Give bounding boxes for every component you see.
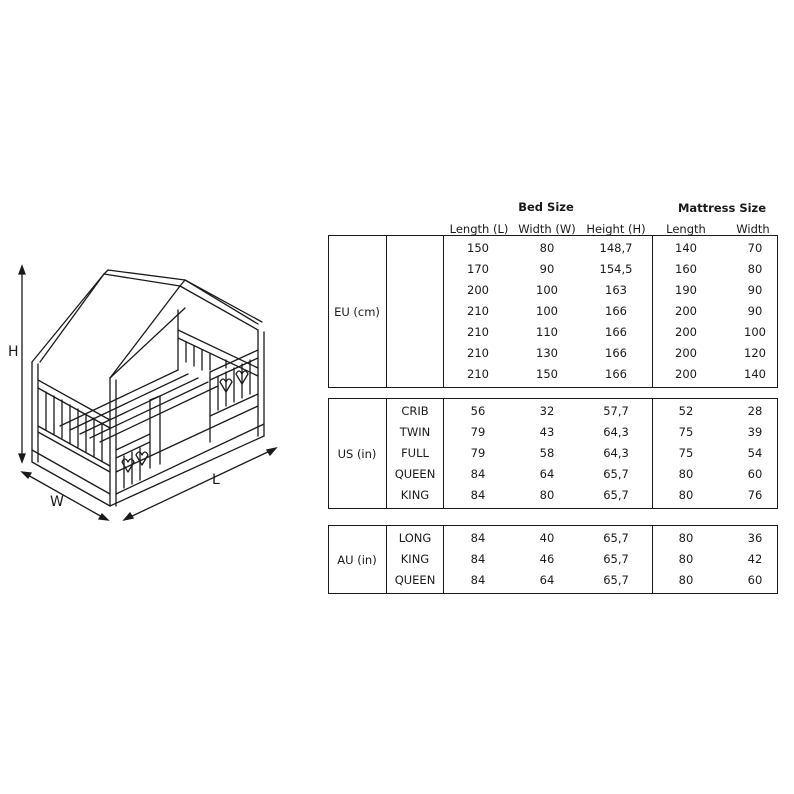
table-cell: 80	[678, 488, 694, 502]
bed-size-header: Bed Size	[518, 200, 574, 214]
table-cell: 154,5	[599, 262, 633, 276]
table-cell: 166	[605, 304, 627, 318]
table-row	[328, 238, 778, 259]
table-cell: 90	[539, 262, 555, 276]
table-cell: 200	[675, 367, 697, 381]
table-cell: 80	[539, 241, 555, 255]
table-cell: 58	[539, 446, 555, 460]
size-name: KING	[400, 488, 430, 502]
table-section	[328, 235, 780, 388]
table-cell: 80	[678, 531, 694, 545]
table-cell: 90	[747, 283, 763, 297]
table-cell: 52	[678, 404, 694, 418]
size-name	[386, 280, 444, 301]
region-label: AU (in)	[337, 552, 377, 567]
table-cell: 100	[536, 304, 558, 318]
column-header-mattress-width: Width	[736, 222, 770, 236]
size-name	[386, 301, 444, 322]
table-cell: 166	[605, 325, 627, 339]
table-cell: 54	[747, 446, 763, 460]
table-cell: 56	[470, 404, 486, 418]
house-bed-diagram	[0, 250, 300, 540]
size-name: KING	[400, 552, 430, 566]
table-cell: 210	[467, 346, 489, 360]
table-cell: 210	[467, 367, 489, 381]
table-cell: 150	[467, 241, 489, 255]
table-section	[328, 398, 780, 509]
table-cell: 100	[744, 325, 766, 339]
table-cell: 150	[536, 367, 558, 381]
table-cell: 65,7	[603, 531, 629, 545]
table-cell: 110	[536, 325, 558, 339]
table-cell: 166	[605, 367, 627, 381]
table-row	[328, 301, 778, 322]
table-cell: 90	[747, 304, 763, 318]
table-section	[328, 525, 780, 594]
table-cell: 79	[470, 425, 486, 439]
table-cell: 80	[539, 488, 555, 502]
table-cell: 36	[747, 531, 763, 545]
size-name	[386, 259, 444, 280]
table-cell: 84	[470, 467, 486, 481]
table-cell: 64	[539, 573, 555, 587]
size-name	[386, 238, 444, 259]
table-row	[328, 280, 778, 301]
region-label: US (in)	[337, 446, 377, 461]
table-cell: 80	[678, 552, 694, 566]
table-cell: 200	[467, 283, 489, 297]
table-cell: 160	[675, 262, 697, 276]
table-cell: 148,7	[599, 241, 633, 255]
table-row	[328, 443, 778, 464]
table-cell: 75	[678, 446, 694, 460]
table-row	[328, 401, 778, 422]
table-cell: 43	[539, 425, 555, 439]
table-row	[328, 322, 778, 343]
table-cell: 84	[470, 552, 486, 566]
table-cell: 65,7	[603, 467, 629, 481]
size-name: LONG	[398, 531, 432, 545]
length-dimension-label: L	[212, 472, 220, 488]
table-cell: 57,7	[603, 404, 629, 418]
column-header-bed-height: Height (H)	[586, 222, 646, 236]
table-cell: 64,3	[603, 446, 629, 460]
table-cell: 210	[467, 304, 489, 318]
size-name	[386, 364, 444, 385]
column-header-bed-width: Width (W)	[518, 222, 576, 236]
table-row	[328, 343, 778, 364]
size-name	[386, 343, 444, 364]
table-row	[328, 422, 778, 443]
table-row	[328, 259, 778, 280]
table-cell: 100	[536, 283, 558, 297]
table-cell: 80	[678, 573, 694, 587]
table-cell: 200	[675, 304, 697, 318]
table-cell: 166	[605, 346, 627, 360]
table-cell: 32	[539, 404, 555, 418]
mattress-size-header: Mattress Size	[677, 201, 767, 215]
table-cell: 39	[747, 425, 763, 439]
width-dimension-label: W	[50, 494, 64, 510]
table-row	[328, 549, 778, 570]
table-cell: 200	[675, 346, 697, 360]
region-label: EU (cm)	[334, 304, 380, 319]
size-name: QUEEN	[394, 467, 436, 481]
table-cell: 76	[747, 488, 763, 502]
table-cell: 64,3	[603, 425, 629, 439]
table-cell: 60	[747, 467, 763, 481]
table-cell: 140	[744, 367, 766, 381]
column-header-mattress-length: Length	[666, 222, 706, 236]
table-cell: 170	[467, 262, 489, 276]
table-cell: 75	[678, 425, 694, 439]
table-cell: 210	[467, 325, 489, 339]
size-name	[386, 322, 444, 343]
table-row	[328, 570, 778, 591]
column-header-bed-length: Length (L)	[449, 222, 509, 236]
height-dimension-label: H	[8, 344, 19, 360]
table-cell: 80	[678, 467, 694, 481]
table-row	[328, 528, 778, 549]
table-cell: 190	[675, 283, 697, 297]
table-cell: 65,7	[603, 573, 629, 587]
table-cell: 70	[747, 241, 763, 255]
table-cell: 28	[747, 404, 763, 418]
table-cell: 40	[539, 531, 555, 545]
table-cell: 65,7	[603, 552, 629, 566]
table-row	[328, 364, 778, 385]
table-cell: 46	[539, 552, 555, 566]
table-cell: 64	[539, 467, 555, 481]
size-name: CRIB	[401, 404, 429, 418]
table-row	[328, 485, 778, 506]
table-cell: 42	[747, 552, 763, 566]
house-bed-drawing	[0, 250, 300, 540]
table-row	[328, 464, 778, 485]
size-name: FULL	[401, 446, 429, 460]
table-cell: 79	[470, 446, 486, 460]
table-cell: 65,7	[603, 488, 629, 502]
size-name: QUEEN	[394, 573, 436, 587]
table-cell: 200	[675, 325, 697, 339]
table-cell: 60	[747, 573, 763, 587]
table-cell: 163	[605, 283, 627, 297]
table-cell: 84	[470, 573, 486, 587]
table-cell: 80	[747, 262, 763, 276]
table-cell: 120	[744, 346, 766, 360]
table-cell: 130	[536, 346, 558, 360]
table-cell: 84	[470, 531, 486, 545]
size-name: TWIN	[399, 425, 431, 439]
table-cell: 140	[675, 241, 697, 255]
table-cell: 84	[470, 488, 486, 502]
